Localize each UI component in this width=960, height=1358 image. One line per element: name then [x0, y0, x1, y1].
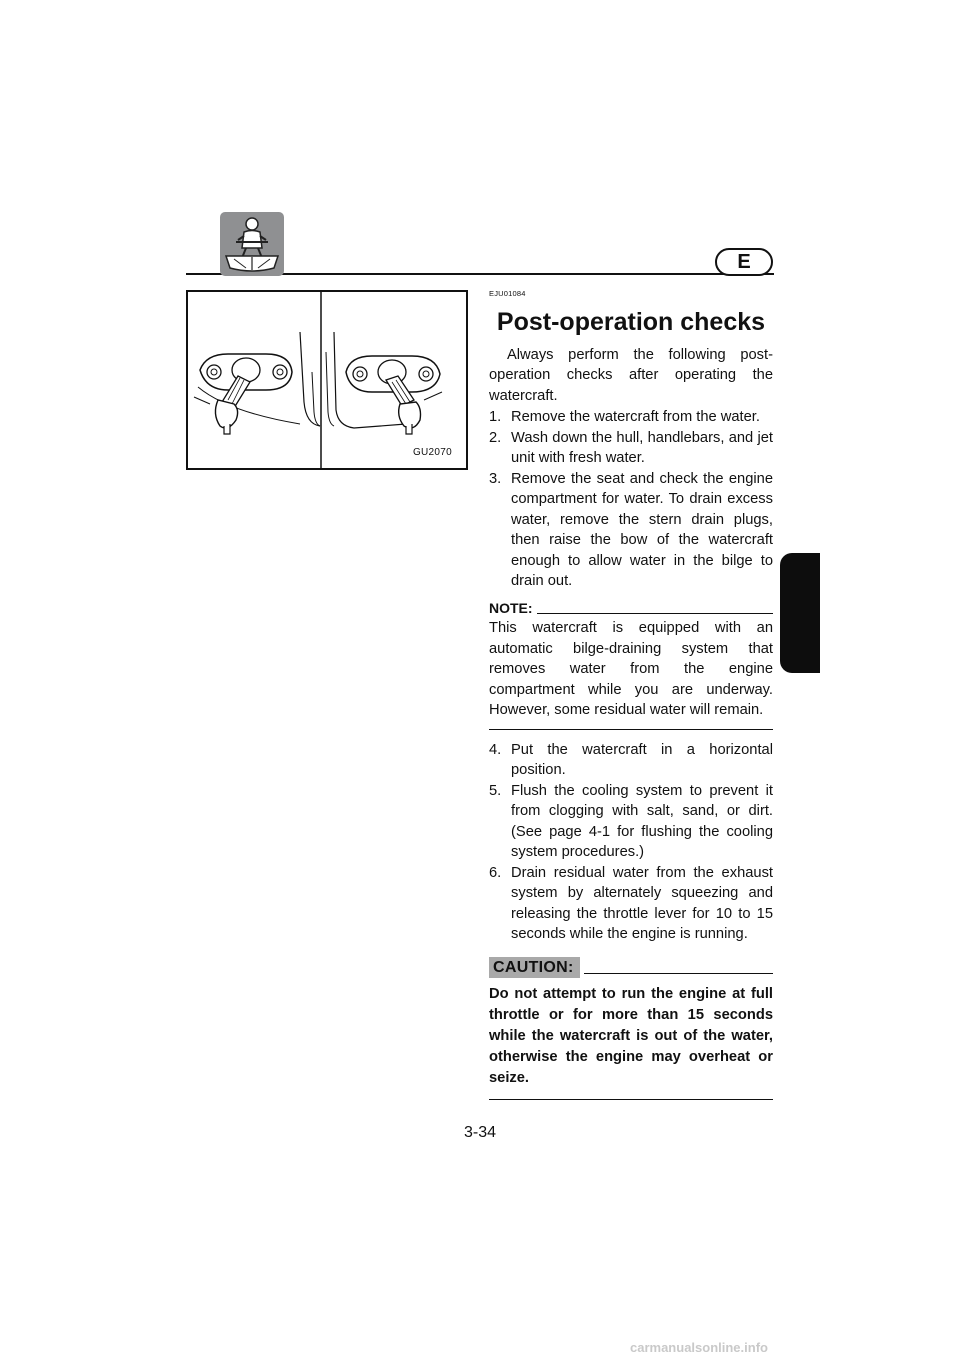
stern-drain-plug-illustration: [188, 292, 466, 468]
caution-header: [489, 957, 773, 978]
note-header: [489, 598, 773, 619]
steps-list-1: [489, 407, 773, 592]
figure-code: GU2070: [412, 447, 452, 458]
footer-watermark: carmanualsonline.info: [630, 1340, 768, 1355]
caution-label: CAUTION:: [489, 957, 580, 978]
list-item: 5. Flush the cooling system to prevent it from clogging with salt, sand, or dirt. (See page 4-1 for flushing the cooling system procedures.): [489, 782, 773, 860]
chapter-tab: [780, 553, 820, 673]
text-column: [489, 284, 773, 1100]
list-item: 3. Remove the seat and check the engine compartment for water. To drain excess water, remove the stern drain plugs, then raise the bow of the watercraft enough to allow water in the bilge to drain out.: [489, 470, 773, 589]
stern-drain-plug-figure: [186, 290, 468, 470]
caution-text: Do not attempt to run the engine at full throttle or for more than 15 seconds while the watercraft is out of the water, otherwise the engine may overheat or seize.: [489, 984, 773, 1100]
doc-code: EJU01084: [489, 289, 526, 298]
list-item: 6. Drain residual water from the exhaust system by alternately squeezing and releasing the throttle lever for 10 to 15 seconds while the engine is running.: [489, 864, 773, 942]
list-item: 1. Remove the watercraft from the water.: [489, 409, 760, 425]
intro-paragraph: Always perform the following post-operation checks after operating the watercraft.: [489, 346, 773, 404]
steps-list-2: [489, 740, 773, 945]
page-number: 3-34: [463, 1124, 497, 1141]
list-item: 2. Wash down the hull, handlebars, and jet unit with fresh water.: [489, 429, 773, 466]
note-label: NOTE:: [489, 599, 533, 616]
note-text: This watercraft is equipped with an automatic bilge-draining system that removes water from the engine compartment while you are underway. However, some residual water will remain.: [489, 618, 773, 730]
language-badge: E: [715, 248, 773, 276]
watercraft-rider-icon: [220, 212, 284, 276]
list-item: 4. Put the watercraft in a horizontal position.: [489, 741, 773, 778]
section-title: Post-operation checks: [496, 307, 766, 336]
